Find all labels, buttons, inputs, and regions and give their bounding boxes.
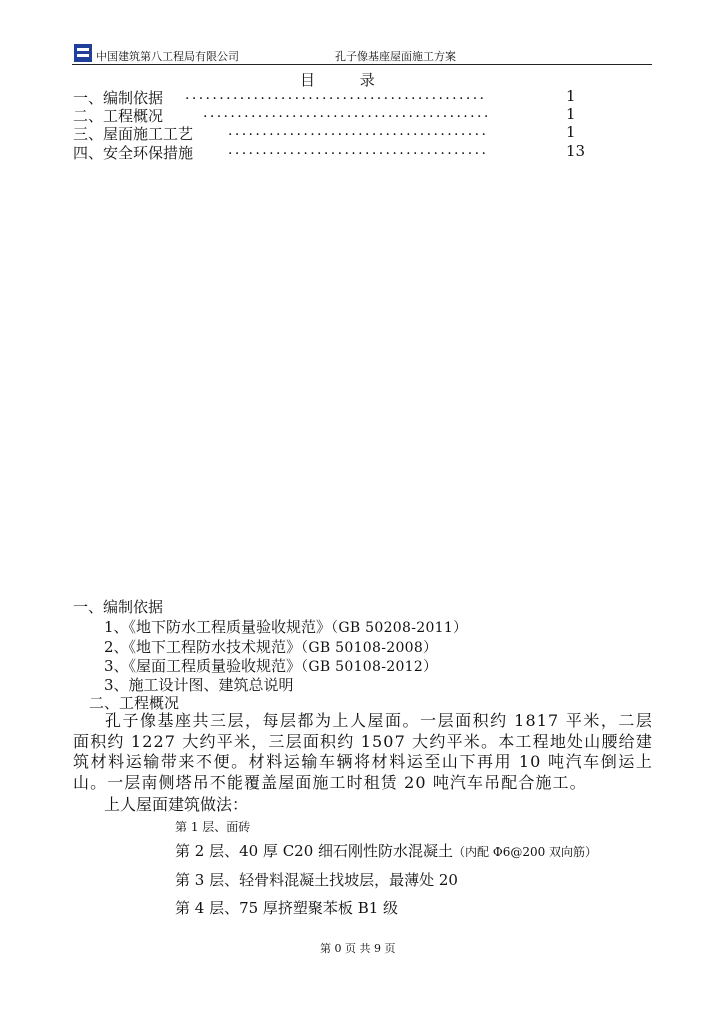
reference-item: 3、施工设计图、建筑总说明: [104, 676, 294, 694]
toc-item[interactable]: [73, 87, 593, 107]
reference-item: [104, 655, 437, 676]
toc-item[interactable]: [73, 123, 593, 143]
reference-item: [104, 616, 467, 637]
method-title: 上人屋面建筑做法：: [104, 795, 249, 814]
toc-page-number: 13: [566, 142, 586, 160]
toc-item[interactable]: [73, 105, 593, 125]
reference-title: 2、《地下工程防水技术规范》: [104, 638, 302, 656]
reference-item: [104, 636, 437, 657]
toc-item-label: 一、编制依据: [73, 89, 164, 107]
reference-code: （GB 50108-2012）: [301, 659, 438, 675]
toc-page-number: 1: [566, 123, 576, 141]
layer-item: [175, 840, 597, 861]
layer-note: （内配 Φ6@200 双向筋）: [453, 845, 598, 859]
toc-leader: ......................................: [228, 142, 489, 158]
toc-page-number: 1: [566, 87, 576, 105]
layer-text: 第 2 层、40 厚 C20 细石刚性防水混凝土: [175, 842, 454, 860]
toc-title: 目 录: [300, 71, 377, 89]
overview-paragraph: 孔子像基座共三层，每层都为上人屋面。一层面积约 1817 平米，二层面积约 1227 大约平米，三层面积约 1507 大约平米。本工程地处山腰给建筑材料运输带来不便。材料运输车辆将材料运至山下再用 10 吨汽车倒运上山。一层南侧塔吊不能覆盖屋面施工时租赁 20 吨汽车吊配合施工。: [73, 711, 653, 792]
section-heading: 一、编制依据: [73, 598, 164, 616]
header-doc-title: 孔子像基座屋面施工方案: [335, 50, 456, 63]
layer-item: 第 1 层、面砖: [175, 820, 251, 834]
reference-title: 1、《地下防水工程质量验收规范》: [104, 618, 332, 636]
toc-item-label: 三、屋面施工工艺: [73, 125, 194, 143]
layer-item: 第 3 层、轻骨料混凝土找坡层，最薄处 20: [175, 871, 458, 889]
header-company: 中国建筑第八工程局有限公司: [96, 50, 239, 63]
toc-leader: ..........................................: [203, 105, 491, 121]
section-heading: 二、工程概况: [89, 694, 180, 712]
page-header: [72, 42, 652, 65]
toc-leader: ............................................: [185, 87, 487, 103]
toc-page-number: 1: [566, 105, 576, 123]
reference-title: 3、《屋面工程质量验收规范》: [104, 657, 302, 675]
reference-code: （GB 50208-2011）: [331, 620, 468, 636]
company-logo-icon: [74, 44, 92, 62]
toc-item[interactable]: [73, 142, 593, 162]
page-footer: 第 0 页 共 9 页: [320, 942, 396, 955]
reference-code: （GB 50108-2008）: [301, 640, 438, 656]
toc-leader: ......................................: [228, 123, 489, 139]
toc-item-label: 二、工程概况: [73, 107, 164, 125]
toc-item-label: 四、安全环保措施: [73, 144, 194, 162]
layer-item: 第 4 层、75 厚挤塑聚苯板 B1 级: [175, 899, 399, 917]
